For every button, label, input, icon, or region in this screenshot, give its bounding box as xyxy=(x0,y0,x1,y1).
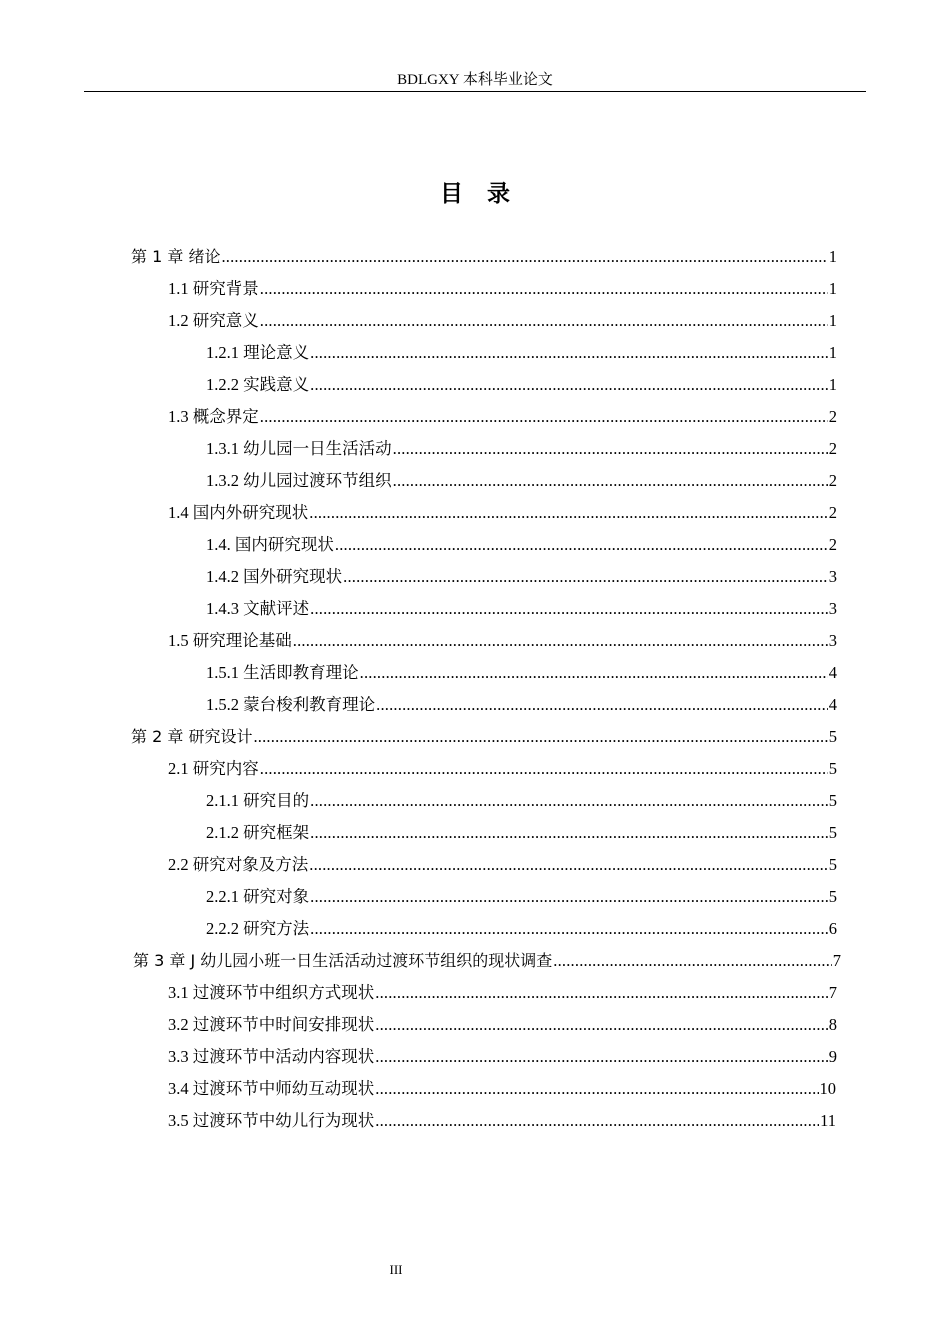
dot-leader xyxy=(375,1074,818,1104)
dot-leader xyxy=(293,626,828,656)
toc-entry-label: 3.2 过渡环节中时间安排现状 xyxy=(168,1015,375,1034)
dot-leader xyxy=(310,594,828,624)
toc-entry-page: 6 xyxy=(828,919,837,938)
toc-entry-1-5-2[interactable] xyxy=(206,690,837,720)
toc-entry-1-3-1[interactable] xyxy=(206,434,837,464)
dot-leader xyxy=(375,978,828,1008)
dot-leader xyxy=(310,882,828,912)
toc-entry-page: 1 xyxy=(828,375,837,394)
toc-entry-label: 2.2.1 研究对象 xyxy=(206,887,310,906)
toc-entry-page: 10 xyxy=(819,1079,836,1098)
toc-entry-page: 5 xyxy=(828,791,837,810)
toc-entry-1-2[interactable] xyxy=(168,306,837,336)
dot-leader xyxy=(260,402,828,432)
toc-entry-page: 5 xyxy=(828,887,837,906)
toc-entry-chapter-3[interactable] xyxy=(133,946,841,976)
toc-title: 目录 xyxy=(440,181,534,207)
toc-entry-page: 2 xyxy=(828,439,837,458)
toc-entry-1-3-2[interactable] xyxy=(206,466,837,496)
page-number: III xyxy=(389,1262,403,1277)
toc-entry-label: 1.3.1 幼儿园一日生活活动 xyxy=(206,439,392,458)
toc-entry-label: 3.3 过渡环节中活动内容现状 xyxy=(168,1047,375,1066)
toc-entry-2-2-2[interactable] xyxy=(206,914,837,944)
toc-entry-page: 2 xyxy=(828,471,837,490)
toc-entry-chapter-2[interactable] xyxy=(131,722,837,752)
toc-entry-page: 5 xyxy=(828,759,837,778)
dot-leader xyxy=(310,914,828,944)
dot-leader xyxy=(375,1010,828,1040)
toc-entry-3-3[interactable] xyxy=(168,1042,837,1072)
toc-entry-label: 1.2.1 理论意义 xyxy=(206,343,310,362)
toc-entry-page: 3 xyxy=(828,599,837,618)
toc-entry-1-4-3[interactable] xyxy=(206,594,837,624)
toc-entry-page: 2 xyxy=(828,503,837,522)
toc-entry-label: 第 3 章 J 幼儿园小班一日生活活动过渡环节组织的现状调查 xyxy=(133,951,553,970)
dot-leader xyxy=(335,530,828,560)
toc-entry-1-1[interactable] xyxy=(168,274,837,304)
toc-entry-page: 5 xyxy=(828,855,837,874)
dot-leader xyxy=(221,242,827,272)
dot-leader xyxy=(309,850,828,880)
dot-leader xyxy=(310,818,828,848)
toc-entry-chapter-1[interactable] xyxy=(131,242,837,272)
dot-leader xyxy=(310,370,828,400)
toc-entry-label: 2.1.2 研究框架 xyxy=(206,823,310,842)
toc-entry-label: 1.5 研究理论基础 xyxy=(168,631,292,650)
toc-entry-1-2-1[interactable] xyxy=(206,338,837,368)
toc-entry-page: 1 xyxy=(828,311,837,330)
toc-entry-3-4[interactable] xyxy=(168,1074,836,1104)
toc-entry-page: 11 xyxy=(820,1111,836,1130)
dot-leader xyxy=(253,722,827,752)
toc-entry-page: 8 xyxy=(828,1015,837,1034)
toc-entry-1-5[interactable] xyxy=(168,626,837,656)
toc-entry-page: 4 xyxy=(828,663,837,682)
dot-leader xyxy=(260,274,828,304)
toc-entry-2-1-1[interactable] xyxy=(206,786,837,816)
toc-entry-3-5[interactable] xyxy=(168,1106,836,1136)
toc-entry-label: 2.1 研究内容 xyxy=(168,759,259,778)
toc-entry-1-5-1[interactable] xyxy=(206,658,837,688)
toc-entry-1-2-2[interactable] xyxy=(206,370,837,400)
toc-entry-label: 1.4.3 文献评述 xyxy=(206,599,310,618)
toc-entry-label: 1.2.2 实践意义 xyxy=(206,375,310,394)
toc-entry-label: 1.5.1 生活即教育理论 xyxy=(206,663,359,682)
dot-leader xyxy=(260,306,828,336)
toc-entry-1-3[interactable] xyxy=(168,402,837,432)
dot-leader xyxy=(343,562,828,592)
toc-entry-page: 3 xyxy=(828,567,837,586)
toc-entry-page: 1 xyxy=(828,343,837,362)
toc-entry-2-1[interactable] xyxy=(168,754,837,784)
toc-entry-2-2-1[interactable] xyxy=(206,882,837,912)
toc-entry-label: 第 2 章 研究设计 xyxy=(131,727,253,746)
toc-entry-label: 1.5.2 蒙台梭利教育理论 xyxy=(206,695,376,714)
toc-entry-label: 1.4 国内外研究现状 xyxy=(168,503,309,522)
toc-entry-label: 2.1.1 研究目的 xyxy=(206,791,310,810)
toc-entry-3-1[interactable] xyxy=(168,978,837,1008)
toc-entry-page: 9 xyxy=(828,1047,837,1066)
toc-entry-page: 2 xyxy=(828,407,837,426)
toc-entry-label: 2.2.2 研究方法 xyxy=(206,919,310,938)
toc-entry-2-2[interactable] xyxy=(168,850,837,880)
toc-entry-label: 1.2 研究意义 xyxy=(168,311,259,330)
toc-entry-label: 3.4 过渡环节中师幼互动现状 xyxy=(168,1079,375,1098)
toc-entry-1-4-2[interactable] xyxy=(206,562,837,592)
toc-entry-label: 1.3 概念界定 xyxy=(168,407,259,426)
dot-leader xyxy=(393,434,828,464)
toc-entry-1-4-1[interactable] xyxy=(206,530,837,560)
dot-leader xyxy=(375,1042,828,1072)
toc-entry-page: 2 xyxy=(828,535,837,554)
toc-entry-label: 1.4.2 国外研究现状 xyxy=(206,567,343,586)
dot-leader xyxy=(260,754,828,784)
toc-entry-page: 7 xyxy=(832,951,841,970)
toc-entry-page: 3 xyxy=(828,631,837,650)
toc-entry-page: 7 xyxy=(828,983,837,1002)
header-rule xyxy=(84,91,866,92)
toc-entry-page: 5 xyxy=(828,727,837,746)
dot-leader xyxy=(360,658,828,688)
dot-leader xyxy=(310,786,828,816)
toc-entry-label: 第 1 章 绪论 xyxy=(131,247,221,266)
toc-entry-label: 3.1 过渡环节中组织方式现状 xyxy=(168,983,375,1002)
toc-entry-label: 3.5 过渡环节中幼儿行为现状 xyxy=(168,1111,375,1130)
toc-entry-label: 2.2 研究对象及方法 xyxy=(168,855,309,874)
toc-entry-2-1-2[interactable] xyxy=(206,818,837,848)
dot-leader xyxy=(376,690,828,720)
dot-leader xyxy=(309,498,828,528)
toc-entry-label: 1.1 研究背景 xyxy=(168,279,259,298)
toc-entry-page: 4 xyxy=(828,695,837,714)
dot-leader xyxy=(375,1106,819,1136)
dot-leader xyxy=(553,946,832,976)
toc-entry-label: 1.4. 国内研究现状 xyxy=(206,535,334,554)
dot-leader xyxy=(393,466,828,496)
running-header: BDLGXY 本科毕业论文 xyxy=(397,72,553,88)
toc-entry-page: 5 xyxy=(828,823,837,842)
toc-entry-label: 1.3.2 幼儿园过渡环节组织 xyxy=(206,471,392,490)
toc-entry-1-4[interactable] xyxy=(168,498,837,528)
dot-leader xyxy=(310,338,828,368)
toc-entry-3-2[interactable] xyxy=(168,1010,837,1040)
toc-entry-page: 1 xyxy=(828,247,837,266)
toc-entry-page: 1 xyxy=(828,279,837,298)
